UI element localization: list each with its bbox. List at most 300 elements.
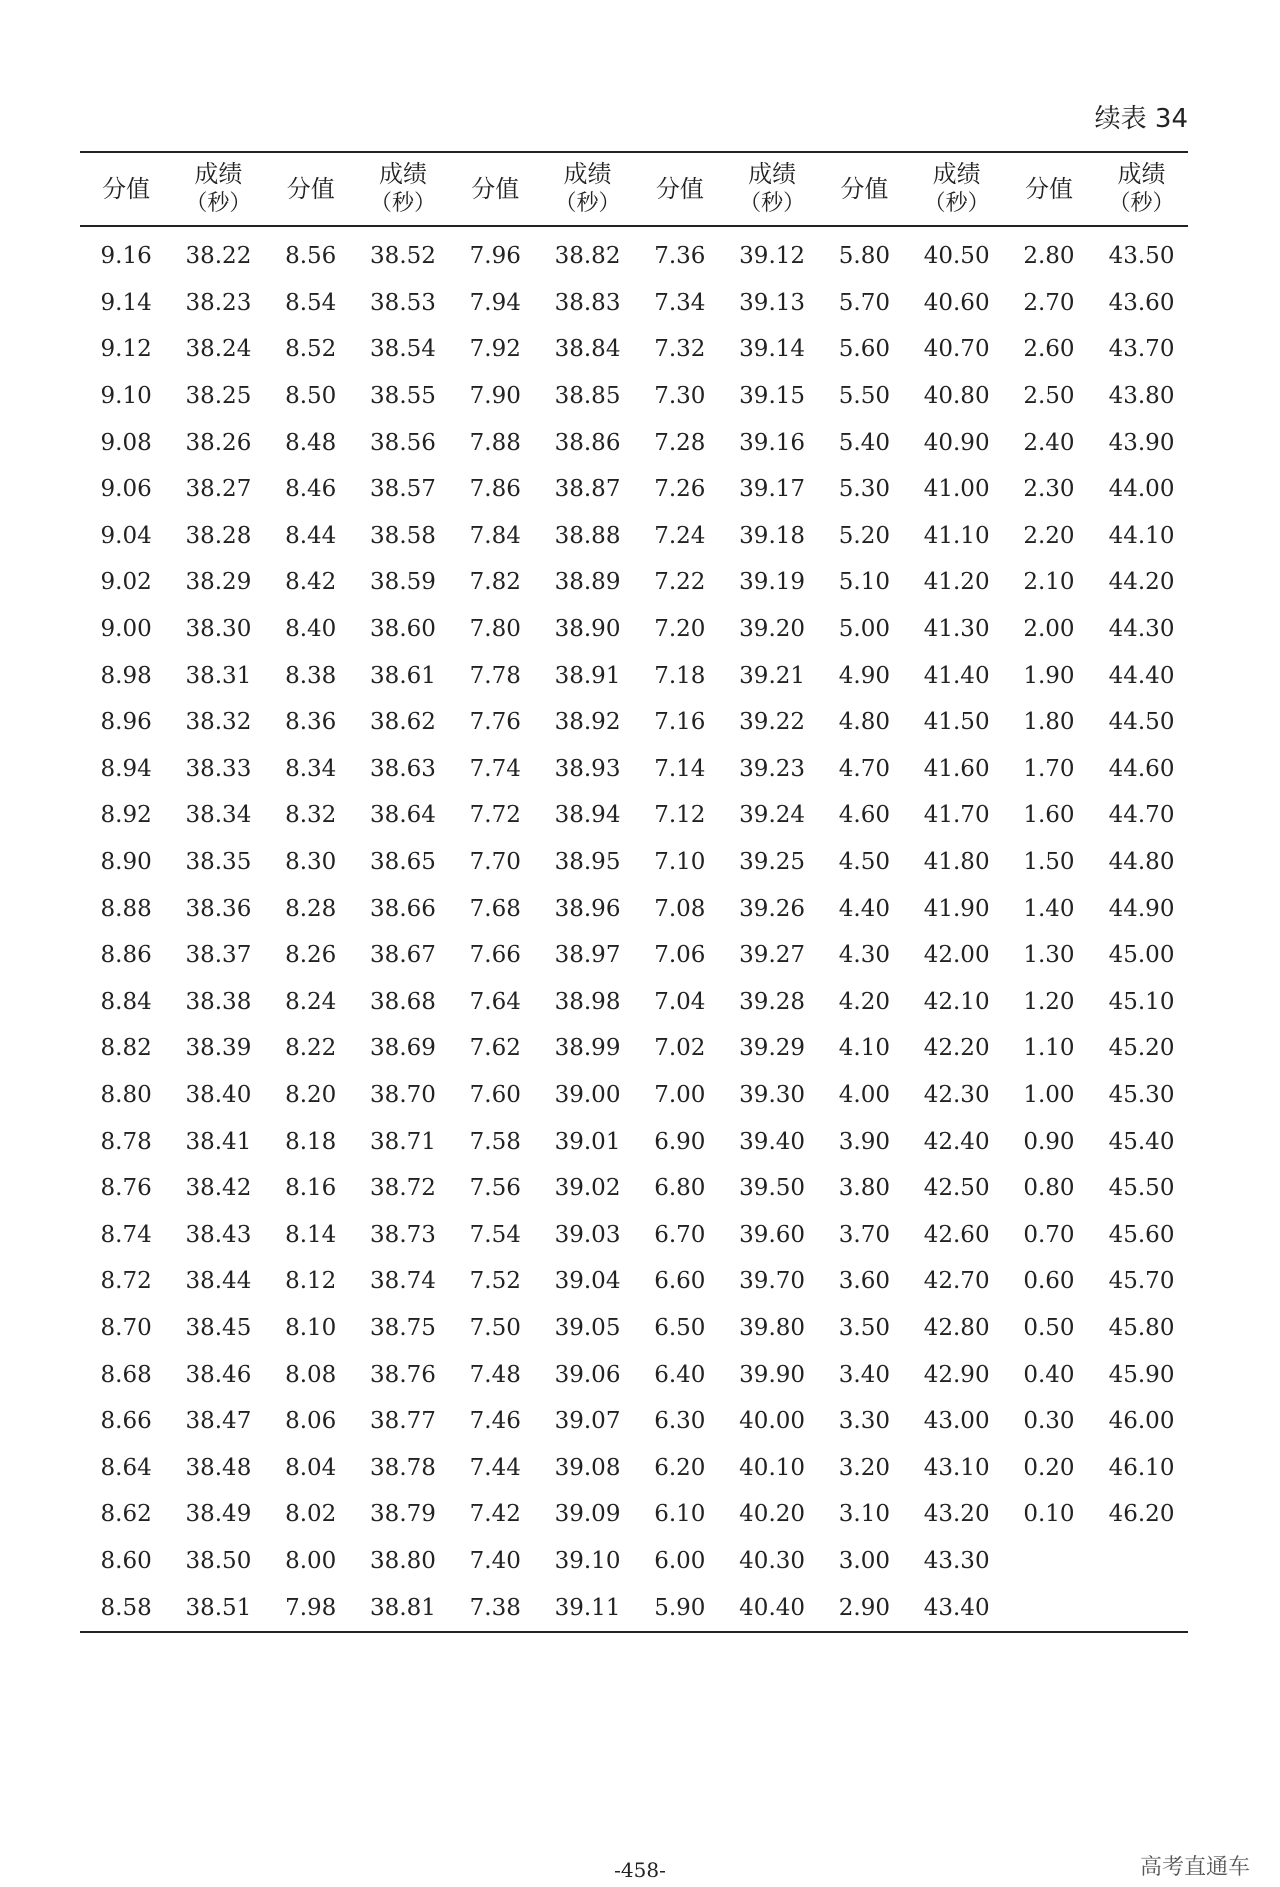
result-cell: 41.10 [923, 522, 990, 549]
result-cell: 39.15 [739, 383, 806, 410]
result-cell: 39.13 [739, 289, 806, 316]
table-row [80, 1444, 1188, 1491]
table-row [80, 513, 1188, 560]
score-cell: 3.00 [838, 1547, 890, 1574]
result-cell: 38.46 [185, 1361, 252, 1388]
result-cell: 39.04 [554, 1268, 621, 1295]
result-cell: 45.40 [1108, 1128, 1175, 1155]
result-cell: 38.64 [370, 802, 436, 829]
score-cell [1003, 1584, 1095, 1632]
score-cell: 8.64 [100, 1454, 152, 1481]
score-cell: 7.58 [469, 1128, 521, 1155]
result-cell: 39.22 [739, 709, 806, 736]
score-cell: 3.30 [838, 1408, 890, 1435]
header-score: 分值 [655, 175, 704, 203]
result-cell: 38.65 [370, 849, 436, 876]
score-cell: 0.70 [1023, 1221, 1075, 1248]
result-cell: 39.11 [554, 1594, 621, 1621]
result-cell: 38.74 [370, 1268, 436, 1295]
result-cell: 38.53 [370, 289, 436, 316]
score-cell: 5.20 [838, 522, 890, 549]
result-cell: 44.00 [1108, 476, 1175, 503]
result-cell: 38.78 [370, 1454, 436, 1481]
score-cell: 8.04 [285, 1454, 337, 1481]
result-cell: 43.70 [1108, 336, 1175, 363]
score-cell: 7.66 [469, 942, 521, 969]
score-cell: 2.20 [1023, 522, 1075, 549]
score-cell: 5.70 [838, 289, 890, 316]
result-cell: 40.70 [923, 336, 990, 363]
result-cell: 38.52 [370, 243, 436, 270]
score-cell: 7.92 [469, 336, 521, 363]
result-cell: 45.50 [1108, 1175, 1175, 1202]
result-cell: 45.80 [1108, 1314, 1175, 1341]
score-cell: 0.60 [1023, 1268, 1075, 1295]
result-cell: 39.24 [739, 802, 806, 829]
score-cell: 1.20 [1023, 988, 1075, 1015]
score-cell: 7.62 [469, 1035, 521, 1062]
result-cell: 38.31 [185, 662, 252, 689]
score-cell: 6.50 [654, 1314, 706, 1341]
table-row [80, 1351, 1188, 1398]
score-cell: 7.38 [469, 1594, 521, 1621]
score-cell: 1.70 [1023, 755, 1075, 782]
score-cell: 1.80 [1023, 709, 1075, 736]
score-cell [1003, 1538, 1095, 1585]
score-cell: 0.30 [1023, 1408, 1075, 1435]
table-row [80, 1258, 1188, 1305]
score-cell: 8.42 [285, 569, 337, 596]
score-cell: 2.30 [1023, 476, 1075, 503]
result-cell: 39.20 [739, 616, 806, 643]
score-cell: 7.36 [654, 243, 706, 270]
result-cell: 42.70 [923, 1268, 990, 1295]
score-cell: 7.32 [654, 336, 706, 363]
score-cell: 6.10 [654, 1501, 706, 1528]
score-cell: 6.00 [654, 1547, 706, 1574]
score-cell: 7.74 [469, 755, 521, 782]
result-cell: 41.90 [923, 895, 990, 922]
result-cell: 38.75 [370, 1314, 436, 1341]
score-cell: 7.08 [654, 895, 706, 922]
header-result [911, 152, 1003, 226]
score-cell: 0.40 [1023, 1361, 1075, 1388]
score-cell: 8.88 [100, 895, 152, 922]
score-cell: 8.20 [285, 1081, 337, 1108]
score-cell: 8.98 [100, 662, 152, 689]
table-row [80, 1025, 1188, 1072]
score-cell: 8.66 [100, 1408, 152, 1435]
score-cell: 8.26 [285, 942, 337, 969]
result-cell: 38.82 [554, 243, 621, 270]
score-cell: 8.02 [285, 1501, 337, 1528]
score-cell: 4.80 [838, 709, 890, 736]
result-cell: 38.36 [185, 895, 252, 922]
result-cell: 39.23 [739, 755, 806, 782]
score-cell: 8.28 [285, 895, 337, 922]
result-cell: 38.34 [185, 802, 252, 829]
result-cell: 43.40 [923, 1594, 990, 1621]
table-row [80, 1072, 1188, 1119]
result-cell: 39.10 [554, 1547, 621, 1574]
score-cell: 3.90 [838, 1128, 890, 1155]
result-cell: 39.05 [554, 1314, 621, 1341]
result-cell: 38.97 [554, 942, 621, 969]
score-cell: 5.60 [838, 336, 890, 363]
score-cell: 2.70 [1023, 289, 1075, 316]
result-cell: 44.50 [1108, 709, 1175, 736]
score-cell: 0.20 [1023, 1454, 1075, 1481]
table-row [80, 652, 1188, 699]
result-cell: 38.51 [185, 1594, 252, 1621]
score-cell: 3.40 [838, 1361, 890, 1388]
result-cell: 41.70 [923, 802, 990, 829]
result-cell: 46.10 [1108, 1454, 1175, 1481]
score-cell: 1.40 [1023, 895, 1075, 922]
header-result [1095, 152, 1188, 226]
result-cell: 44.80 [1108, 849, 1175, 876]
score-cell: 7.88 [469, 429, 521, 456]
score-cell: 8.84 [100, 988, 152, 1015]
score-cell: 8.44 [285, 522, 337, 549]
result-cell: 46.00 [1108, 1408, 1175, 1435]
result-cell: 38.80 [370, 1547, 436, 1574]
score-cell: 7.16 [654, 709, 706, 736]
score-cell: 8.76 [100, 1175, 152, 1202]
header-result-label: 成绩 [194, 160, 243, 188]
score-cell: 4.30 [838, 942, 890, 969]
result-cell: 38.76 [370, 1361, 436, 1388]
result-cell: 39.02 [554, 1175, 621, 1202]
score-cell: 6.80 [654, 1175, 706, 1202]
result-cell: 39.90 [739, 1361, 806, 1388]
result-cell: 39.19 [739, 569, 806, 596]
result-cell: 38.22 [185, 243, 252, 270]
table-row [80, 559, 1188, 606]
result-cell: 38.62 [370, 709, 436, 736]
score-cell: 7.46 [469, 1408, 521, 1435]
score-cell: 8.62 [100, 1501, 152, 1528]
score-cell: 8.48 [285, 429, 337, 456]
result-cell: 44.90 [1108, 895, 1175, 922]
score-cell: 9.08 [100, 429, 152, 456]
score-cell: 8.80 [100, 1081, 152, 1108]
result-cell: 40.20 [739, 1501, 806, 1528]
result-cell: 39.28 [739, 988, 806, 1015]
result-cell: 38.93 [554, 755, 621, 782]
table-caption: 续表 34 [1094, 104, 1188, 134]
result-cell: 46.20 [1108, 1501, 1175, 1528]
score-cell: 8.54 [285, 289, 337, 316]
score-cell: 5.50 [838, 383, 890, 410]
result-cell: 38.83 [554, 289, 621, 316]
result-cell: 40.40 [739, 1594, 806, 1621]
score-cell: 1.90 [1023, 662, 1075, 689]
result-cell: 39.27 [739, 942, 806, 969]
score-cell: 7.02 [654, 1035, 706, 1062]
result-cell: 38.32 [185, 709, 252, 736]
score-cell: 5.00 [838, 616, 890, 643]
result-cell: 45.70 [1108, 1268, 1175, 1295]
result-cell: 43.30 [923, 1547, 990, 1574]
score-cell: 7.48 [469, 1361, 521, 1388]
result-cell: 39.14 [739, 336, 806, 363]
score-cell: 7.12 [654, 802, 706, 829]
table-row [80, 885, 1188, 932]
score-cell: 7.06 [654, 942, 706, 969]
score-cell: 2.40 [1023, 429, 1075, 456]
result-cell: 38.57 [370, 476, 436, 503]
score-cell: 9.00 [100, 616, 152, 643]
result-cell: 42.30 [923, 1081, 990, 1108]
result-cell: 38.54 [370, 336, 436, 363]
score-cell: 9.10 [100, 383, 152, 410]
result-cell: 38.81 [370, 1594, 436, 1621]
result-cell: 44.20 [1108, 569, 1175, 596]
score-cell: 8.08 [285, 1361, 337, 1388]
result-cell: 38.29 [185, 569, 252, 596]
result-cell: 39.21 [739, 662, 806, 689]
score-cell: 8.52 [285, 336, 337, 363]
score-cell: 2.80 [1023, 243, 1075, 270]
score-cell: 8.30 [285, 849, 337, 876]
score-cell: 6.70 [654, 1221, 706, 1248]
score-cell: 4.50 [838, 849, 890, 876]
score-cell: 7.00 [654, 1081, 706, 1108]
result-cell: 38.92 [554, 709, 621, 736]
score-cell: 8.06 [285, 1408, 337, 1435]
result-cell: 38.86 [554, 429, 621, 456]
result-cell: 38.95 [554, 849, 621, 876]
result-cell: 38.59 [370, 569, 436, 596]
header-result-label: 成绩 [563, 160, 612, 188]
score-cell: 6.30 [654, 1408, 706, 1435]
score-cell: 7.82 [469, 569, 521, 596]
result-cell: 38.79 [370, 1501, 436, 1528]
result-cell: 45.00 [1108, 942, 1175, 969]
result-cell: 38.23 [185, 289, 252, 316]
result-cell: 38.33 [185, 755, 252, 782]
result-cell: 38.38 [185, 988, 252, 1015]
result-cell: 38.77 [370, 1408, 436, 1435]
result-cell [1095, 1538, 1188, 1585]
table-row [80, 326, 1188, 373]
score-cell: 1.50 [1023, 849, 1075, 876]
result-cell: 43.10 [923, 1454, 990, 1481]
result-cell: 44.30 [1108, 616, 1175, 643]
result-cell: 45.20 [1108, 1035, 1175, 1062]
score-cell: 3.20 [838, 1454, 890, 1481]
table-row [80, 1584, 1188, 1632]
table-row [80, 792, 1188, 839]
result-cell: 39.70 [739, 1268, 806, 1295]
score-cell: 7.20 [654, 616, 706, 643]
score-cell: 8.78 [100, 1128, 152, 1155]
result-cell: 38.70 [370, 1081, 436, 1108]
result-cell: 38.58 [370, 522, 436, 549]
result-cell: 39.03 [554, 1221, 621, 1248]
result-cell: 38.87 [554, 476, 621, 503]
result-cell: 39.09 [554, 1501, 621, 1528]
header-row [80, 152, 1188, 226]
result-cell: 38.42 [185, 1175, 252, 1202]
score-cell: 8.14 [285, 1221, 337, 1248]
score-cell: 2.00 [1023, 616, 1075, 643]
score-cell: 8.36 [285, 709, 337, 736]
table-row [80, 606, 1188, 653]
score-cell: 6.40 [654, 1361, 706, 1388]
score-cell: 2.10 [1023, 569, 1075, 596]
score-cell: 7.18 [654, 662, 706, 689]
result-cell: 38.89 [554, 569, 621, 596]
score-cell: 7.10 [654, 849, 706, 876]
result-cell: 44.70 [1108, 802, 1175, 829]
result-cell: 38.24 [185, 336, 252, 363]
score-cell: 8.96 [100, 709, 152, 736]
score-cell: 9.16 [100, 243, 152, 270]
score-cell: 5.30 [838, 476, 890, 503]
result-cell: 41.40 [923, 662, 990, 689]
result-cell: 38.37 [185, 942, 252, 969]
result-cell: 38.90 [554, 616, 621, 643]
score-cell: 7.94 [469, 289, 521, 316]
result-cell: 38.84 [554, 336, 621, 363]
score-cell: 7.96 [469, 243, 521, 270]
score-cell: 7.76 [469, 709, 521, 736]
result-cell: 41.80 [923, 849, 990, 876]
score-cell: 7.28 [654, 429, 706, 456]
score-cell: 8.34 [285, 755, 337, 782]
table-row [80, 419, 1188, 466]
score-cell: 1.60 [1023, 802, 1075, 829]
score-cell: 7.30 [654, 383, 706, 410]
result-cell: 42.20 [923, 1035, 990, 1062]
result-cell: 41.30 [923, 616, 990, 643]
score-cell: 1.30 [1023, 942, 1075, 969]
table-row [80, 746, 1188, 793]
score-cell: 5.40 [838, 429, 890, 456]
score-cell: 3.60 [838, 1268, 890, 1295]
result-cell: 38.30 [185, 616, 252, 643]
score-cell: 8.18 [285, 1128, 337, 1155]
watermark: 高考直通车 [1139, 1855, 1250, 1880]
table-body [80, 226, 1188, 1632]
score-cell: 8.12 [285, 1268, 337, 1295]
result-cell: 43.60 [1108, 289, 1175, 316]
score-cell: 8.22 [285, 1035, 337, 1062]
score-cell: 3.80 [838, 1175, 890, 1202]
header-result [726, 152, 818, 226]
score-cell: 2.90 [838, 1594, 890, 1621]
score-cell: 8.46 [285, 476, 337, 503]
result-cell: 38.72 [370, 1175, 436, 1202]
result-cell: 41.50 [923, 709, 990, 736]
result-cell: 40.00 [739, 1408, 806, 1435]
result-cell: 43.00 [923, 1408, 990, 1435]
result-cell: 38.66 [370, 895, 436, 922]
score-cell: 7.44 [469, 1454, 521, 1481]
header-result [541, 152, 633, 226]
result-cell: 39.08 [554, 1454, 621, 1481]
result-cell: 43.90 [1108, 429, 1175, 456]
result-cell: 39.29 [739, 1035, 806, 1062]
result-cell: 44.40 [1108, 662, 1175, 689]
score-cell: 0.80 [1023, 1175, 1075, 1202]
score-cell: 7.24 [654, 522, 706, 549]
result-cell: 42.60 [923, 1221, 990, 1248]
result-cell: 38.27 [185, 476, 252, 503]
result-cell: 38.55 [370, 383, 436, 410]
table-header [80, 152, 1188, 226]
result-cell: 41.00 [923, 476, 990, 503]
result-cell: 38.99 [554, 1035, 621, 1062]
score-cell: 7.84 [469, 522, 521, 549]
result-cell: 39.60 [739, 1221, 806, 1248]
score-cell: 8.60 [100, 1547, 152, 1574]
result-cell: 38.35 [185, 849, 252, 876]
header-result-label: 成绩 [1117, 160, 1166, 188]
result-cell: 39.00 [554, 1081, 621, 1108]
result-cell: 43.20 [923, 1501, 990, 1528]
table-row [80, 1165, 1188, 1212]
result-cell: 38.91 [554, 662, 621, 689]
score-cell: 3.50 [838, 1314, 890, 1341]
score-cell: 8.16 [285, 1175, 337, 1202]
table-row [80, 839, 1188, 886]
score-cell: 6.60 [654, 1268, 706, 1295]
score-cell: 8.74 [100, 1221, 152, 1248]
score-cell: 8.10 [285, 1314, 337, 1341]
result-cell: 38.28 [185, 522, 252, 549]
score-cell: 9.14 [100, 289, 152, 316]
result-cell: 39.40 [739, 1128, 806, 1155]
table-row [80, 1538, 1188, 1585]
score-cell: 4.60 [838, 802, 890, 829]
header-result-unit: （秒） [739, 191, 806, 216]
result-cell: 40.60 [923, 289, 990, 316]
score-cell: 8.58 [100, 1594, 152, 1621]
result-cell: 44.60 [1108, 755, 1175, 782]
score-cell: 8.40 [285, 616, 337, 643]
score-cell: 2.60 [1023, 336, 1075, 363]
result-cell: 40.90 [923, 429, 990, 456]
score-cell: 8.90 [100, 849, 152, 876]
table-row [80, 226, 1188, 280]
header-result-unit: （秒） [554, 191, 621, 216]
score-cell: 7.98 [285, 1594, 337, 1621]
result-cell: 38.44 [185, 1268, 252, 1295]
result-cell: 38.26 [185, 429, 252, 456]
header-result-unit: （秒） [1108, 191, 1175, 216]
score-cell: 8.86 [100, 942, 152, 969]
score-cell: 8.72 [100, 1268, 152, 1295]
result-cell: 38.45 [185, 1314, 252, 1341]
score-cell: 7.26 [654, 476, 706, 503]
score-cell: 8.00 [285, 1547, 337, 1574]
result-cell: 38.50 [185, 1547, 252, 1574]
score-cell: 4.00 [838, 1081, 890, 1108]
score-cell: 8.70 [100, 1314, 152, 1341]
result-cell: 40.80 [923, 383, 990, 410]
score-cell: 7.60 [469, 1081, 521, 1108]
score-cell: 8.94 [100, 755, 152, 782]
result-cell: 41.20 [923, 569, 990, 596]
table-row [80, 979, 1188, 1026]
result-cell: 38.67 [370, 942, 436, 969]
result-cell: 45.90 [1108, 1361, 1175, 1388]
result-cell: 38.88 [554, 522, 621, 549]
table-row [80, 466, 1188, 513]
